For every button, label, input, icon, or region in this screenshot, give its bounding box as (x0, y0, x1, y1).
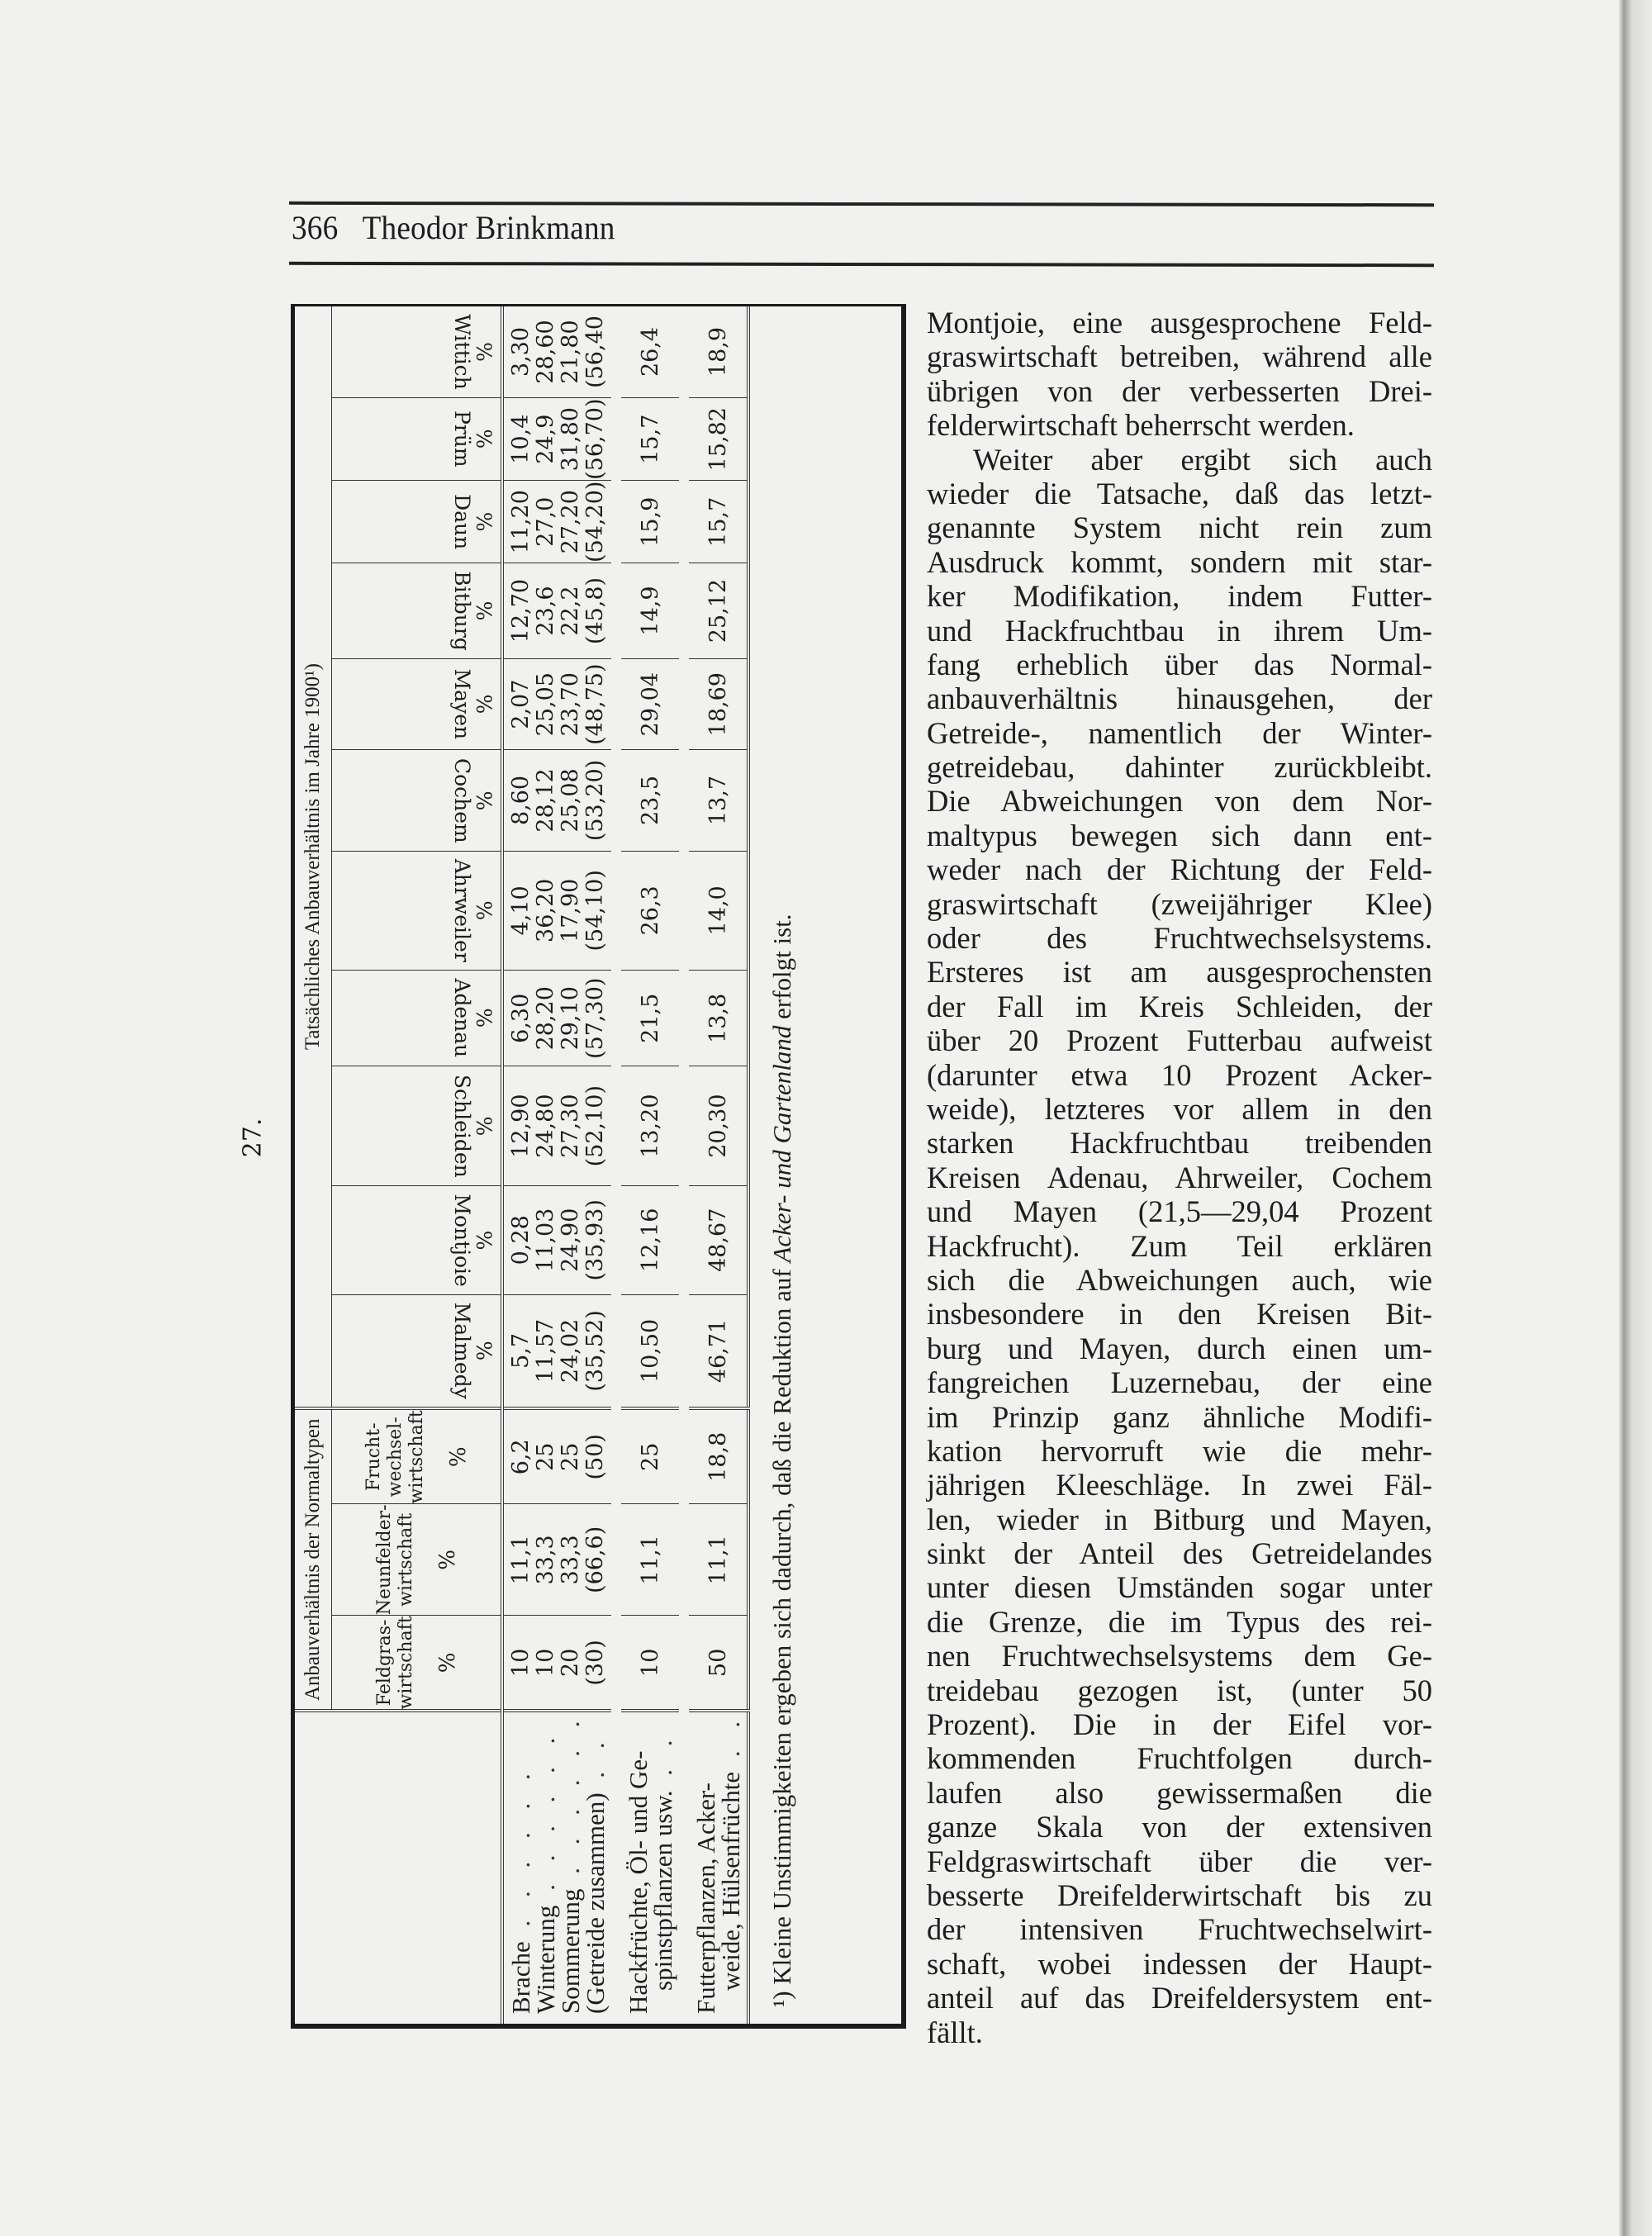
leader-dots: . . (716, 1712, 745, 1772)
row-label-line: spinstpflanzen usw. . . (648, 1731, 677, 1991)
value-cell (502, 1066, 611, 1185)
body-text-line: sinkt der Anteil des Getreidelandes (927, 1536, 1432, 1571)
value-cell (621, 750, 679, 851)
row-label (689, 1711, 748, 2024)
value-cell (689, 306, 748, 397)
body-text-line: burg und Mayen, durch einen um- (927, 1331, 1432, 1365)
footnote-row (748, 306, 814, 2024)
row-label-line: (Getreide zusammen) . . (581, 1734, 610, 2014)
value-cell (621, 1066, 679, 1185)
value-line: (53,20) (582, 759, 608, 842)
district-column-header (332, 306, 503, 397)
row-label (621, 1711, 679, 2024)
value-line: 10,4 (508, 414, 534, 464)
value-line: 21,80 (558, 320, 583, 384)
crop-ratio-table (291, 304, 906, 2029)
value-cell (689, 750, 748, 851)
book-gutter (1619, 0, 1652, 2236)
value-line: (66,6) (582, 1526, 608, 1593)
value-line: 17,90 (558, 878, 583, 942)
author-name: Theodor Brinkmann (362, 209, 615, 246)
body-text-line: übrigen von der verbesserten Drei- (927, 373, 1432, 408)
value-line: 6,2 (508, 1439, 534, 1475)
leader-dots: . . (581, 1734, 610, 1793)
value-cell (689, 1504, 748, 1616)
district-name: % Malmedy (450, 1302, 496, 1399)
value-cell (689, 1616, 748, 1711)
value-line: 36,20 (533, 878, 558, 942)
district-name: % Montjoie (450, 1194, 496, 1287)
percent-unit: % (446, 1446, 471, 1468)
value-cell (621, 1616, 679, 1711)
value-line: (48,75) (582, 663, 608, 745)
value-line: 0,28 (508, 1215, 534, 1265)
value-cell (502, 1185, 611, 1294)
body-text-line: weder nach der Richtung der Feld- (927, 852, 1432, 887)
district-column-header (332, 1185, 503, 1294)
row-label-line: Brache . . . . . . (506, 1765, 535, 2014)
district-name: % Daun (450, 494, 496, 550)
value-cell (621, 1504, 679, 1616)
value-cell (621, 1185, 679, 1294)
body-text-line: im Prinzip ganz ähnliche Modifi- (927, 1399, 1432, 1434)
value-line: 15,7 (638, 414, 663, 464)
value-line: 25 (558, 1442, 583, 1471)
table-number: 27. (238, 1118, 268, 1158)
column-header-line: wirtschaft (396, 1512, 416, 1607)
value-cell (502, 1294, 611, 1408)
value-line: 12,90 (508, 1094, 534, 1158)
footnote (748, 306, 814, 2024)
leader-dots: . . . . . . (556, 1712, 585, 1889)
body-text-line: getreidebau, dahinter zurückbleibt. (927, 750, 1432, 785)
page-number: 366 (292, 209, 339, 246)
district-column-header (332, 1294, 503, 1408)
value-line: 23,6 (533, 586, 558, 636)
body-text-line: Feldgraswirtschaft über die ver- (927, 1844, 1432, 1878)
column-header-line: Neunfelder- (374, 1504, 395, 1616)
value-cell (621, 1294, 679, 1408)
value-cell (689, 481, 748, 563)
body-text-line: kation hervorruft wie die mehr- (927, 1433, 1432, 1468)
district-column-header (332, 481, 503, 563)
row-label-line: Futterpflanzen, Acker- (691, 1783, 720, 2014)
body-text-line: schaft, wobei indessen der Haupt- (927, 1946, 1432, 1981)
value-line: 11,20 (508, 490, 534, 554)
body-text-line: besserte Dreifelderwirtschaft bis zu (927, 1878, 1432, 1912)
table-row (621, 306, 679, 2024)
value-line: (50) (582, 1434, 608, 1480)
value-line: 25 (638, 1442, 663, 1471)
value-line: 8,60 (508, 775, 534, 826)
value-line: 46,71 (705, 1318, 731, 1384)
value-line: 15,82 (705, 407, 731, 472)
body-text-line: Die Abweichungen von dem Nor- (927, 784, 1432, 819)
value-line: 2,07 (508, 679, 534, 729)
value-cell (689, 1408, 748, 1504)
value-line: 10,50 (638, 1318, 663, 1384)
value-line: 13,7 (705, 775, 731, 826)
body-text-line: fangreichen Luzernebau, der eine (927, 1365, 1432, 1400)
value-line: 15,9 (638, 496, 663, 547)
value-line: 50 (705, 1648, 731, 1678)
value-cell (621, 659, 679, 750)
value-cell (502, 971, 611, 1066)
body-text-line: ganze Skala von der extensiven (927, 1810, 1432, 1844)
district-column-header (332, 397, 503, 480)
rotated-table-frame (291, 304, 906, 2029)
district-column-header (332, 563, 503, 659)
value-cell (502, 659, 611, 750)
gap-cell (611, 306, 621, 2024)
data-table (295, 306, 814, 2024)
value-line: 6,30 (508, 993, 534, 1043)
label-header-blank (295, 1711, 332, 2024)
body-text-line: kommenden Fruchtfolgen durch- (927, 1741, 1432, 1776)
district-name: % Adenau (450, 978, 496, 1058)
value-cell (502, 481, 611, 563)
value-line: (30) (582, 1640, 608, 1686)
value-line: 31,80 (558, 407, 583, 472)
value-cell (689, 1185, 748, 1294)
column-header-line: Feldgras- (374, 1619, 395, 1707)
header-rule-bottom (289, 262, 1434, 267)
district-name: % Ahrweiler (450, 858, 496, 962)
value-cell (689, 1294, 748, 1408)
body-text-line: über 20 Prozent Futterbau aufweist (927, 1023, 1432, 1058)
value-cell (502, 1616, 611, 1711)
label-header-blank (332, 1711, 503, 2024)
body-text-line: die Grenze, die im Typus des rei- (927, 1604, 1432, 1639)
body-text-line: und Mayen (21,5—29,04 Prozent (927, 1194, 1432, 1229)
table-row (689, 306, 748, 2024)
value-line: (54,20) (582, 481, 608, 563)
value-cell (689, 1066, 748, 1185)
body-text-line: treidebau gezogen ist, (unter 50 (927, 1673, 1432, 1707)
value-line: 15,7 (705, 496, 731, 547)
value-line: 33,3 (533, 1535, 558, 1585)
column-header-line: Frucht- (363, 1422, 384, 1492)
district-name: % Mayen (450, 668, 496, 740)
row-label-line: weide, Hülsenfrüchte . . (716, 1712, 745, 1991)
value-line: 27,30 (558, 1094, 583, 1158)
value-line: 24,02 (558, 1318, 583, 1384)
body-text-line: graswirtschaft (zweijähriger Klee) (927, 886, 1432, 921)
footnote-text-end: erfolgt ist. (767, 914, 796, 1026)
body-text-line: Montjoie, eine ausgesprochene Feld- (927, 306, 1432, 339)
normal-type-column-header (332, 1504, 503, 1616)
value-line: 10 (533, 1648, 558, 1678)
district-name: % Bitburg (450, 571, 496, 651)
gap-cell (679, 306, 689, 2024)
value-line: 12,70 (508, 578, 534, 643)
value-cell (689, 659, 748, 750)
value-line: 22,2 (558, 586, 583, 636)
value-line: (56,70) (582, 398, 608, 480)
percent-unit: % (435, 1549, 460, 1570)
body-text-line: len, wieder in Bitburg und Mayen, (927, 1502, 1432, 1536)
normal-type-column-header (332, 1408, 503, 1504)
value-line: 5,7 (508, 1332, 534, 1369)
value-cell (689, 971, 748, 1066)
value-cell (621, 1408, 679, 1504)
running-head (292, 208, 615, 247)
body-text-line: felderwirtschaft beherrscht werden. (927, 408, 1355, 443)
value-line: 28,20 (533, 986, 558, 1051)
value-line: 33,3 (558, 1535, 583, 1585)
value-line: 11,1 (638, 1535, 663, 1585)
body-text-line: Getreide-, namentlich der Winter- (927, 715, 1432, 750)
body-text-line: Ausdruck kommt, sondern mit star- (927, 544, 1432, 579)
row-label (502, 1711, 611, 2024)
row-label-line: Winterung . . . . . . (531, 1729, 560, 2014)
value-line: 11,1 (508, 1535, 534, 1585)
group-header-row (295, 306, 332, 2024)
row-gap (679, 306, 689, 2024)
value-line: 18,8 (705, 1431, 731, 1482)
value-line: 23,5 (638, 775, 663, 826)
value-line: 11,57 (533, 1318, 558, 1384)
body-text-line: Ersteres ist am ausgesprochensten (927, 955, 1432, 990)
body-text-line: Prozent). Die in der Eifel vor- (927, 1707, 1432, 1742)
header-rule-top (289, 202, 1434, 207)
column-header-line: wirtschaft (396, 1616, 416, 1710)
value-line: 13,8 (705, 993, 731, 1043)
district-column-header (332, 1066, 503, 1185)
value-cell (621, 971, 679, 1066)
value-line: 14,9 (638, 586, 663, 636)
body-text-line: anteil auf das Dreifeldersystem ent- (927, 1981, 1432, 2015)
value-cell (689, 397, 748, 480)
value-line: 18,69 (705, 672, 731, 737)
district-column-header (332, 750, 503, 851)
value-line: 20,30 (705, 1094, 731, 1158)
value-line: 26,4 (638, 326, 663, 377)
column-header-row (332, 306, 503, 2024)
percent-unit: % (435, 1652, 460, 1673)
value-line: 21,5 (638, 993, 663, 1043)
value-line: 12,16 (638, 1208, 663, 1272)
value-line: (35,93) (582, 1199, 608, 1281)
value-cell (502, 1504, 611, 1616)
body-text-line: graswirtschaft betreiben, während alle (927, 339, 1432, 374)
value-line: 28,60 (533, 320, 558, 384)
value-line: (54,10) (582, 870, 608, 952)
leader-dots: . . (648, 1731, 677, 1791)
body-text-line: Kreisen Adenau, Ahrweiler, Cochem (927, 1160, 1432, 1194)
column-header-line: wechsel- (385, 1417, 406, 1498)
value-line: 29,10 (558, 986, 583, 1051)
footnote-italic-text: Acker- und Gartenland (767, 1025, 796, 1263)
body-text-line: und Hackfruchtbau in ihrem Um- (927, 613, 1432, 648)
district-name: % Cochem (450, 757, 496, 843)
value-line: 3,30 (508, 326, 534, 377)
district-name: % Wittich (450, 314, 496, 390)
leader-dots: . . . . . . (531, 1729, 560, 1906)
body-text-line: der Fall im Kreis Schleiden, der (927, 989, 1432, 1023)
value-line: 13,20 (638, 1094, 663, 1158)
value-line: (45,8) (582, 577, 608, 645)
value-cell (502, 397, 611, 480)
actual-ratio-header: Tatsächliches Anbauverhältnis im Jahre 1900¹) (295, 306, 332, 1408)
row-gap (611, 306, 621, 2024)
value-line: 25 (533, 1442, 558, 1471)
value-line: 4,10 (508, 885, 534, 936)
body-text-line: anbauverhältnis hinausgehen, der (927, 681, 1432, 716)
body-text-line: fang erheblich über das Normal- (927, 647, 1432, 681)
body-text-line: sich die Abweichungen auch, wie (927, 1262, 1432, 1297)
body-text-line: jährigen Kleeschläge. In zwei Fäl- (927, 1468, 1432, 1503)
value-line: 26,3 (638, 885, 663, 936)
value-line: 20 (558, 1648, 583, 1678)
normal-types-header: Anbauverhältnis der Normaltypen (295, 1408, 332, 1711)
value-cell (621, 306, 679, 397)
value-cell (502, 306, 611, 397)
body-text-line: starken Hackfruchtbau treibenden (927, 1126, 1432, 1161)
value-line: 10 (508, 1648, 534, 1678)
value-line: 18,9 (705, 326, 731, 377)
value-line: 29,04 (638, 672, 663, 737)
value-line: 24,9 (533, 414, 558, 464)
value-cell (621, 851, 679, 970)
table-row (502, 306, 611, 2024)
normal-type-column-header (332, 1616, 503, 1711)
body-text-line: fällt. (927, 2015, 983, 2049)
body-text-line: (darunter etwa 10 Prozent Acker- (927, 1057, 1432, 1092)
body-text-line: Weiter aber ergibt sich auch (973, 442, 1432, 477)
value-line: 14,0 (705, 885, 731, 936)
value-line: (57,30) (582, 977, 608, 1059)
body-text-line: oder des Fruchtwechselsystems. (927, 921, 1432, 956)
body-text-line: unter diesen Umständen sogar unter (927, 1570, 1432, 1605)
value-line: 28,12 (533, 768, 558, 833)
value-line: 23,70 (558, 672, 583, 737)
district-column-header (332, 659, 503, 750)
column-header-line: wirtschaft (406, 1410, 427, 1504)
body-text-line: maltypus bewegen sich dann ent- (927, 818, 1432, 852)
district-column-header (332, 851, 503, 970)
body-text-line: nen Fruchtwechselsystems dem Ge- (927, 1639, 1432, 1673)
row-label-line: Sommerung . . . . . . (556, 1712, 585, 2014)
value-line: (56,40 (582, 316, 608, 388)
value-cell (621, 481, 679, 563)
district-name: % Schleiden (450, 1074, 496, 1178)
value-line: (35,52) (582, 1310, 608, 1392)
value-cell (502, 563, 611, 659)
value-cell (621, 397, 679, 480)
value-line: (52,10) (582, 1085, 608, 1167)
leader-dots: . . . . . . (506, 1765, 535, 1942)
value-line: 24,90 (558, 1208, 583, 1272)
body-text-line: ker Modifikation, indem Futter- (927, 579, 1432, 614)
body-text-line: der intensiven Fruchtwechselwirt- (927, 1912, 1432, 1947)
footnote-text: Kleine Unstimmigkeiten ergeben sich dadurch, daß die Reduktion auf (767, 1262, 796, 1985)
value-cell (689, 563, 748, 659)
value-line: 11,1 (705, 1535, 731, 1585)
body-text (927, 306, 1432, 2049)
body-text-line: wieder die Tatsache, daß das letzt- (927, 476, 1432, 510)
value-cell (689, 851, 748, 970)
body-text-line: insbesondere in den Kreisen Bit- (927, 1297, 1432, 1332)
district-name: % Prüm (450, 411, 496, 468)
value-cell (502, 851, 611, 970)
body-text-line: weide), letzteres vor allem in den (927, 1091, 1432, 1126)
body-text-line: genannte System nicht rein zum (927, 510, 1432, 545)
value-line: 25,05 (533, 672, 558, 737)
value-line: 27,0 (533, 496, 558, 547)
value-line: 48,67 (705, 1208, 731, 1272)
body-text-line: laufen also gewissermaßen die (927, 1775, 1432, 1810)
value-line: 24,80 (533, 1094, 558, 1158)
value-cell (621, 563, 679, 659)
value-line: 25,12 (705, 578, 731, 643)
row-label-line: Hackfrüchte, Öl- und Ge- (624, 1750, 653, 2014)
value-line: 11,03 (533, 1208, 558, 1272)
district-column-header (332, 971, 503, 1066)
value-cell (502, 1408, 611, 1504)
value-cell (502, 750, 611, 851)
value-line: 10 (638, 1648, 663, 1678)
value-line: 27,20 (558, 490, 583, 554)
value-line: 25,08 (558, 768, 583, 833)
footnote-marker: ¹) (767, 1991, 796, 2007)
body-text-line: Hackfrucht). Zum Teil erklären (927, 1228, 1432, 1263)
